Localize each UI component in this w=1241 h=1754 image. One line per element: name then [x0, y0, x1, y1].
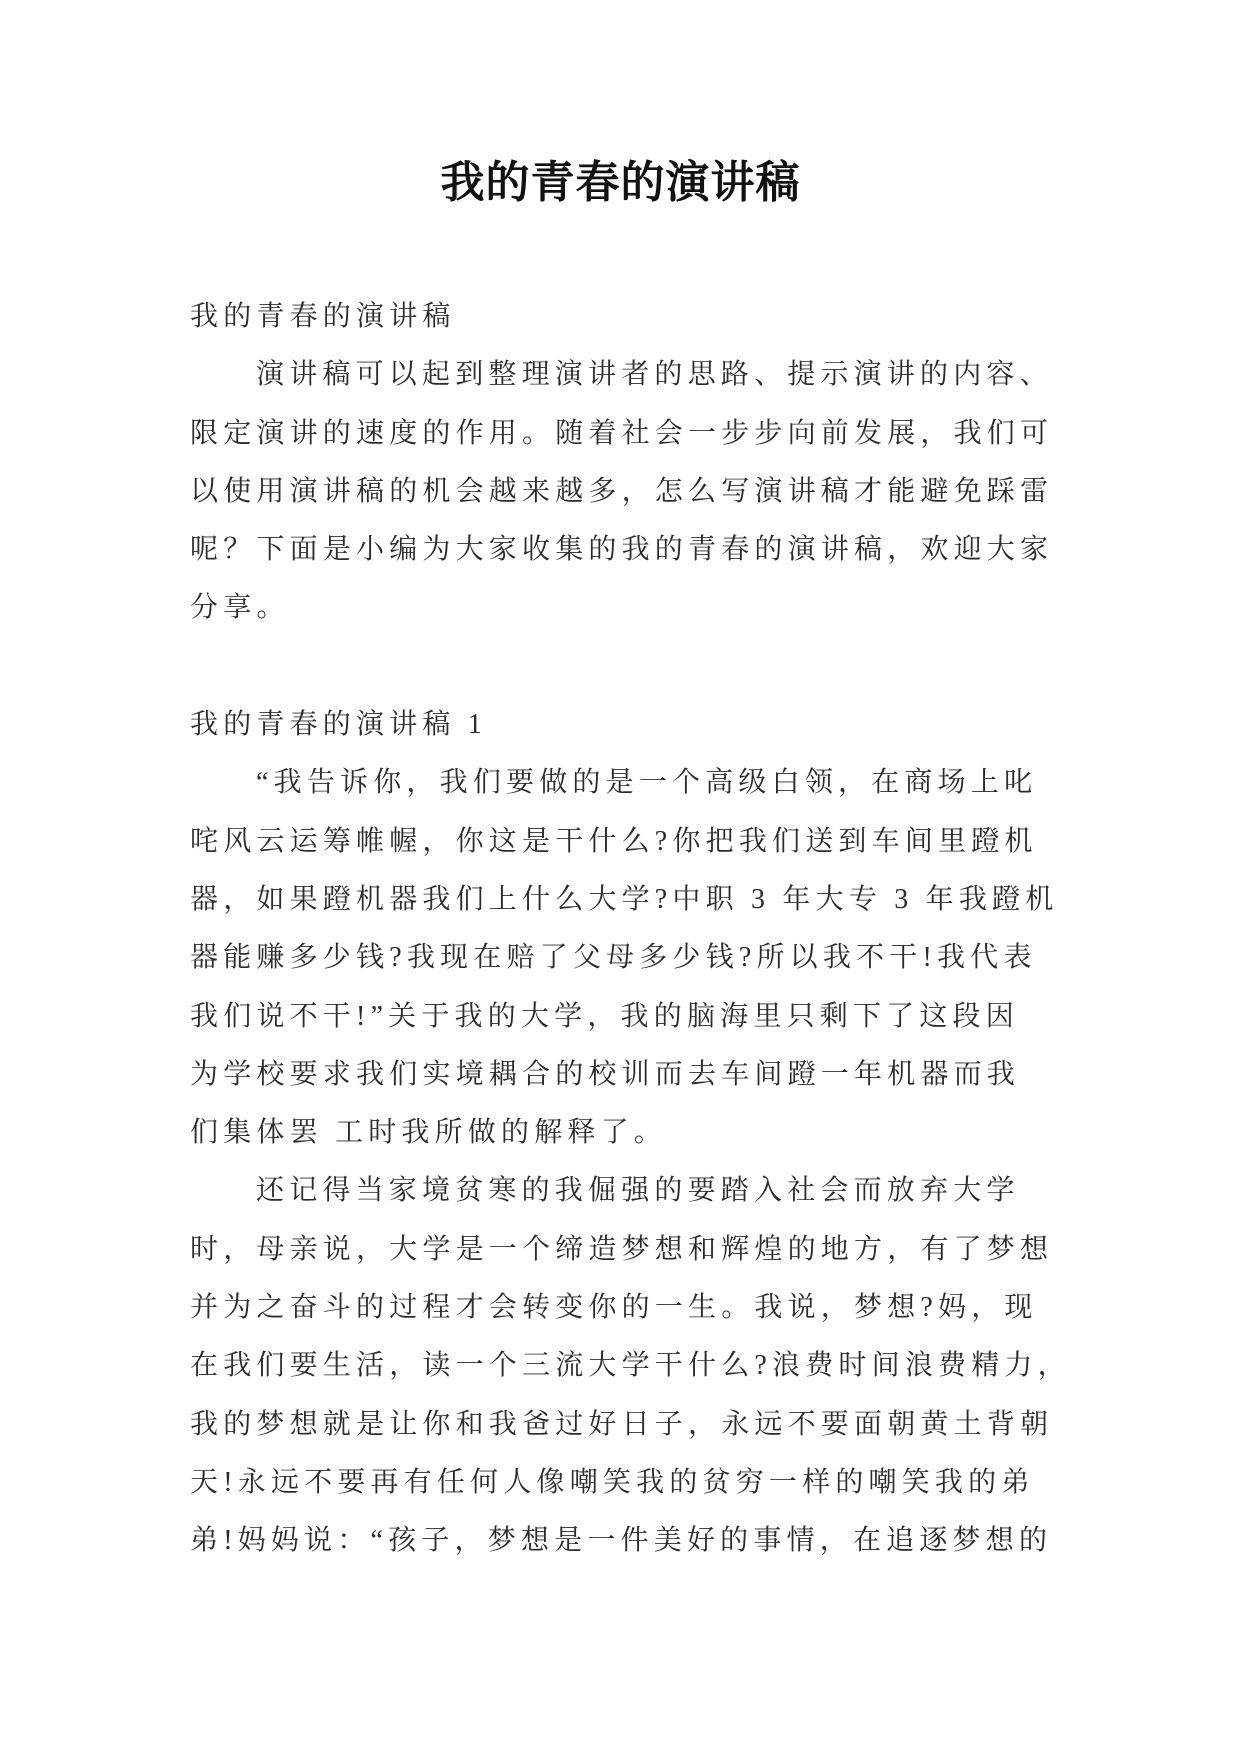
paragraph-line: 时，母亲说，大学是一个缔造梦想和辉煌的地方，有了梦想	[190, 1233, 1054, 1265]
paragraph-line: 们集体罢 工时我所做的解释了。	[190, 1117, 668, 1149]
paragraph-line: 还记得当家境贫寒的我倔强的要踏入社会而放弃大学	[256, 1175, 1020, 1207]
document-title: 我的青春的演讲稿	[440, 158, 801, 207]
paragraph-line: 我的梦想就是让你和我爸过好日子，永远不要面朝黄土背朝	[190, 1408, 1054, 1440]
paragraph-line: 以使用演讲稿的机会越来越多，怎么写演讲稿才能避免踩雷	[190, 475, 1054, 507]
section-heading: 我的青春的演讲稿 1	[190, 709, 488, 741]
document-subtitle: 我的青春的演讲稿	[190, 301, 456, 332]
paragraph-line: 咤风云运筹帷幄，你这是干什么?你把我们送到车间里蹬机	[190, 825, 1038, 857]
paragraph-line: 天!永远不要再有任何人像嘲笑我的贫穷一样的嘲笑我的弟	[190, 1466, 1035, 1498]
paragraph-line: 分享。	[190, 592, 290, 624]
paragraph-line: 器能赚多少钱?我现在赔了父母多少钱?所以我不干!我代表	[190, 942, 1037, 974]
paragraph-line: 呢？下面是小编为大家收集的我的青春的演讲稿，欢迎大家	[190, 534, 1054, 566]
paragraph-line: 演讲稿可以起到整理演讲者的思路、提示演讲的内容、	[256, 359, 1053, 391]
section-1-paragraph-2	[190, 1162, 1090, 1570]
intro-paragraph	[190, 346, 1090, 637]
paragraph-line: 并为之奋斗的过程才会转变你的一生。我说，梦想?妈，现	[190, 1292, 1038, 1324]
paragraph-line: 我们说不干!”关于我的大学，我的脑海里只剩下了这段因	[190, 1000, 1019, 1032]
paragraph-line: “我告诉你，我们要做的是一个高级白领，在商场上叱	[256, 767, 1038, 799]
paragraph-line: 器，如果蹬机器我们上什么大学?中职 3 年大专 3 年我蹬机	[190, 883, 1059, 915]
paragraph-line: 在我们要生活，读一个三流大学干什么?浪费时间浪费精力，	[190, 1350, 1071, 1382]
paragraph-line: 弟!妈妈说：“孩子，梦想是一件美好的事情，在追逐梦想的	[190, 1525, 1053, 1557]
paragraph-line: 为学校要求我们实境耦合的校训而去车间蹬一年机器而我	[190, 1058, 1021, 1090]
paragraph-line: 限定演讲的速度的作用。随着社会一步步向前发展，我们可	[190, 417, 1054, 449]
blank-line	[190, 638, 1090, 696]
section-1-paragraph-1	[190, 754, 1090, 1162]
document-body	[190, 288, 1090, 1571]
